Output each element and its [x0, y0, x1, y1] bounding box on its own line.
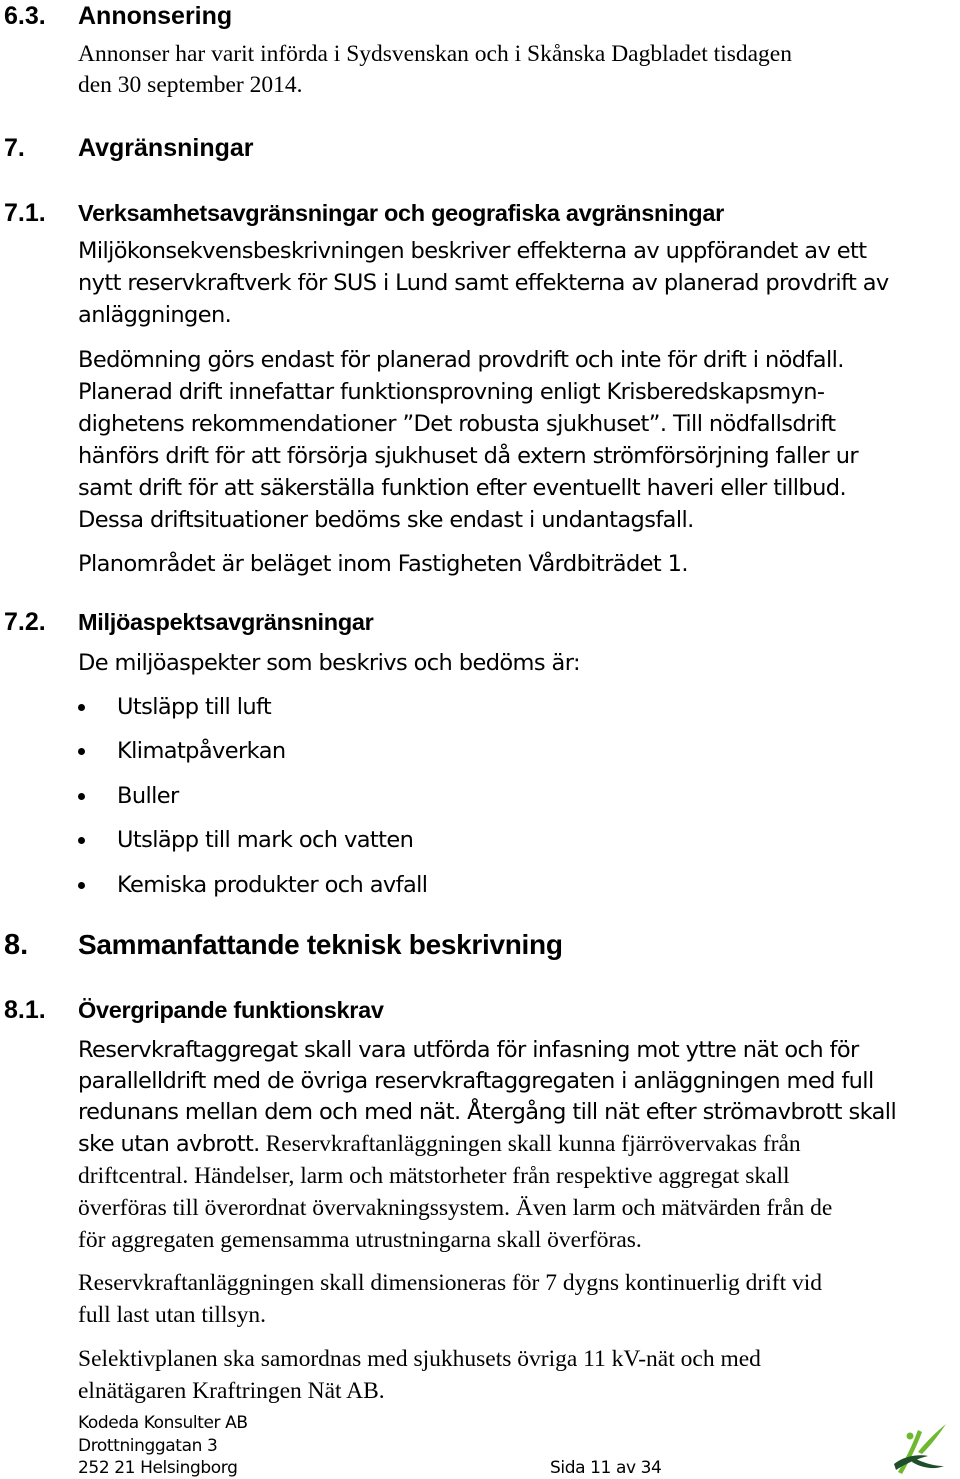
paragraph-line: Dessa driftsituationer bedöms ske endast i undantagsfall.: [78, 507, 694, 533]
section-number-6-3: 6.3.: [4, 2, 46, 30]
paragraph-line: Planområdet är beläget inom Fastigheten Vårdbiträdet 1.: [78, 551, 688, 577]
bullet-icon: [78, 748, 85, 755]
footer-city: 252 21 Helsingborg: [78, 1458, 238, 1478]
list-item: Utsläpp till mark och vatten: [117, 827, 414, 853]
section-title-annonsering: Annonsering: [78, 2, 233, 30]
section-title-miljoaspektsavgransningar: Miljöaspektsavgränsningar: [78, 609, 374, 635]
bullet-icon: [78, 793, 85, 800]
paragraph-line-mixed: [78, 1129, 801, 1160]
paragraph-line: för aggregaten gemensamma utrustningarna skall överföras.: [78, 1227, 642, 1253]
paragraph-line: parallelldrift med de övriga reservkraftaggregaten i anläggningen med full: [78, 1068, 874, 1094]
paragraph-line: Selektivplanen ska samordnas med sjukhusets övriga 11 kV-nät och med: [78, 1346, 761, 1372]
paragraph-line: Annonser har varit införda i Sydsvenskan och i Skånska Dagbladet tisdagen: [78, 41, 792, 67]
paragraph-line: Miljökonsekvensbeskrivningen beskriver effekterna av uppförandet av ett: [78, 238, 867, 264]
section-number-7-2: 7.2.: [4, 608, 46, 636]
footer-company: Kodeda Konsulter AB: [78, 1413, 248, 1433]
paragraph-line: driftcentral. Händelser, larm och mätstorheter från respektive aggregat skall: [78, 1163, 790, 1189]
section-title-overgripande: Övergripande funktionskrav: [78, 997, 384, 1023]
paragraph-line: anläggningen.: [78, 302, 232, 328]
footer-street: Drottninggatan 3: [78, 1436, 218, 1456]
page-number: Sida 11 av 34: [550, 1458, 662, 1478]
paragraph-line: hänförs drift för att försörja sjukhuset då extern strömförsörjning faller ur: [78, 443, 859, 469]
section-number-7-1: 7.1.: [4, 199, 46, 227]
paragraph-line: överföras till överordnat övervakningssystem. Även larm och mätvärden från de: [78, 1195, 833, 1221]
list-item: Kemiska produkter och avfall: [117, 872, 428, 898]
paragraph-line: Reservkraftaggregat skall vara utförda för infasning mot yttre nät och för: [78, 1037, 859, 1063]
list-item: Utsläpp till luft: [117, 694, 272, 720]
paragraph-line: Reservkraftanläggningen skall dimensioneras för 7 dygns kontinuerlig drift vid: [78, 1270, 823, 1296]
paragraph-line: Bedömning görs endast för planerad provdrift och inte för drift i nödfall.: [78, 347, 844, 373]
section-title-avgransningar: Avgränsningar: [78, 134, 254, 162]
section-number-7: 7.: [4, 134, 25, 162]
bullet-icon: [78, 882, 85, 889]
paragraph-line: elnätägaren Kraftringen Nät AB.: [78, 1378, 385, 1404]
paragraph-line: full last utan tillsyn.: [78, 1302, 266, 1328]
paragraph-line: den 30 september 2014.: [78, 72, 303, 98]
bullet-icon: [78, 837, 85, 844]
section-number-8-1: 8.1.: [4, 996, 46, 1024]
paragraph-line: De miljöaspekter som beskrivs och bedöms är:: [78, 650, 580, 676]
section-title-sammanfattande: Sammanfattande teknisk beskrivning: [78, 929, 563, 960]
paragraph-line: dighetens rekommendationer ”Det robusta sjukhuset”. Till nödfallsdrift: [78, 411, 836, 437]
bullet-icon: [78, 704, 85, 711]
section-title-verksamhetsavgransningar: Verksamhetsavgränsningar och geografiska avgränsningar: [78, 200, 724, 226]
section-number-8: 8.: [4, 929, 29, 961]
paragraph-line: nytt reservkraftverk för SUS i Lund samt effekterna av planerad provdrift av: [78, 270, 889, 296]
paragraph-line: samt drift för att säkerställa funktion efter eventuellt haveri eller tillbud.: [78, 475, 846, 501]
kodeda-logo: [888, 1420, 950, 1476]
paragraph-line: Planerad drift innefattar funktionsprovning enligt Krisberedskapsmyn-: [78, 379, 825, 405]
list-item: Buller: [117, 783, 179, 809]
paragraph-line: redunans mellan dem och med nät. Återgång till nät efter strömavbrott skall: [78, 1099, 897, 1125]
text-run: Reservkraftanläggningen skall kunna fjärrövervakas från: [259, 1131, 801, 1157]
list-item: Klimatpåverkan: [117, 738, 286, 764]
text-run: ske utan avbrott.: [78, 1131, 260, 1157]
